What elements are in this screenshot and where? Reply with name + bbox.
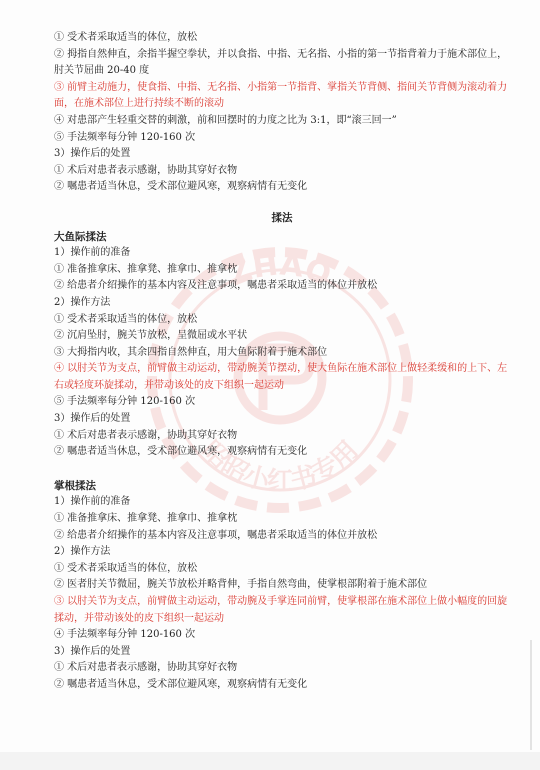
text-line: 2）操作方法 bbox=[54, 546, 111, 558]
text-line: ⑤ 手法频率每分钟 120-160 次 bbox=[54, 131, 196, 143]
watermark-bottom-text: 昭昭小红书专用 bbox=[195, 435, 365, 497]
text-line: ④ 手法频率每分钟 120-160 次 bbox=[54, 629, 196, 641]
bottom-bar bbox=[0, 752, 540, 770]
block-rolling-continued bbox=[54, 30, 510, 196]
text-line: 3）操作后的处置 bbox=[54, 645, 131, 657]
text-line: ② 给患者介绍操作的基本内容及注意事项，嘱患者采取适当的体位并放松 bbox=[54, 529, 378, 541]
section-title: 掌根揉法 bbox=[54, 479, 96, 492]
page-edge-shadow bbox=[530, 640, 532, 750]
text-line: 1）操作前的准备 bbox=[54, 247, 131, 259]
text-line: ① 受术者采取适当的体位，放松 bbox=[54, 32, 198, 43]
watermark-top-text: ZHAO bbox=[223, 247, 336, 294]
text-line: ① 受术者采取适当的体位，放松 bbox=[54, 313, 198, 325]
section-thenar-kneading bbox=[54, 229, 510, 461]
text-line-highlight: ④ 以肘关节为支点，前臂做主动运动，带动腕关节摆动，使大鱼际在施术部位上做轻柔缓和的上下、左右或轻度环旋揉动，并带动该处的皮下组织一起运动 bbox=[54, 363, 508, 391]
document-body bbox=[54, 30, 510, 694]
text-line: ② 给患者介绍操作的基本内容及注意事项，嘱患者采取适当的体位并放松 bbox=[54, 280, 378, 292]
text-line: ② 拇指自然伸直，余指半握空拳状，并以食指、中指、无名指、小指的第一节指背着力于施术部位上，肘关节屈曲 20-40 度 bbox=[54, 48, 508, 77]
text-line: ⑤ 手法频率每分钟 120-160 次 bbox=[54, 396, 196, 408]
text-line-highlight: ③ 以肘关节为支点，前臂做主动运动，带动腕及手掌连同前臂，使掌根部在施术部位上做小幅度的回旋揉动，并带动该处的皮下组织一起运动 bbox=[54, 596, 508, 624]
section-palm-root-kneading bbox=[54, 478, 510, 694]
text-line: ② 嘱患者适当休息，受术部位避风寒，观察病情有无变化 bbox=[54, 181, 308, 193]
text-line: 1）操作前的准备 bbox=[54, 496, 131, 508]
text-line: ① 术后对患者表示感谢，协助其穿好衣物 bbox=[54, 164, 238, 176]
text-line: ④ 对患部产生轻重交替的刺激，前和回摆时的力度之比为 3:1，即“滚三回一” bbox=[54, 114, 397, 126]
text-line: ② 医者肘关节微屈，腕关节放松并略背伸，手指自然弯曲，使掌根部附着于施术部位 bbox=[54, 579, 428, 591]
text-line: ① 术后对患者表示感谢，协助其穿好衣物 bbox=[54, 429, 238, 441]
text-line: ② 嘱患者适当休息，受术部位避风寒，观察病情有无变化 bbox=[54, 446, 308, 458]
text-line: ① 术后对患者表示感谢，协助其穿好衣物 bbox=[54, 662, 238, 674]
text-line: 2）操作方法 bbox=[54, 296, 111, 308]
text-line: ① 受术者采取适当的体位，放松 bbox=[54, 562, 198, 574]
text-line-highlight: ③ 前臂主动施力，使食指、中指、无名指、小指第一节指背、掌指关节背侧、指间关节背侧为滚动着力面，在施术部位上进行持续不断的滚动 bbox=[54, 81, 508, 110]
section-title: 大鱼际揉法 bbox=[54, 230, 107, 243]
text-line: ② 沉肩坠肘，腕关节放松，呈微屈或水平状 bbox=[54, 330, 248, 342]
text-line: ① 准备推拿床、推拿凳、推拿巾、推拿枕 bbox=[54, 513, 238, 525]
text-line: ① 准备推拿床、推拿凳、推拿巾、推拿枕 bbox=[54, 263, 238, 275]
text-line: ③ 大拇指内收，其余四指自然伸直，用大鱼际附着于施术部位 bbox=[54, 346, 328, 358]
text-line: 3）操作后的处置 bbox=[54, 413, 131, 425]
main-heading: 揉法 bbox=[271, 211, 293, 224]
text-line: 3）操作后的处置 bbox=[54, 148, 131, 160]
text-line: ② 嘱患者适当休息，受术部位避风寒，观察病情有无变化 bbox=[54, 678, 308, 690]
